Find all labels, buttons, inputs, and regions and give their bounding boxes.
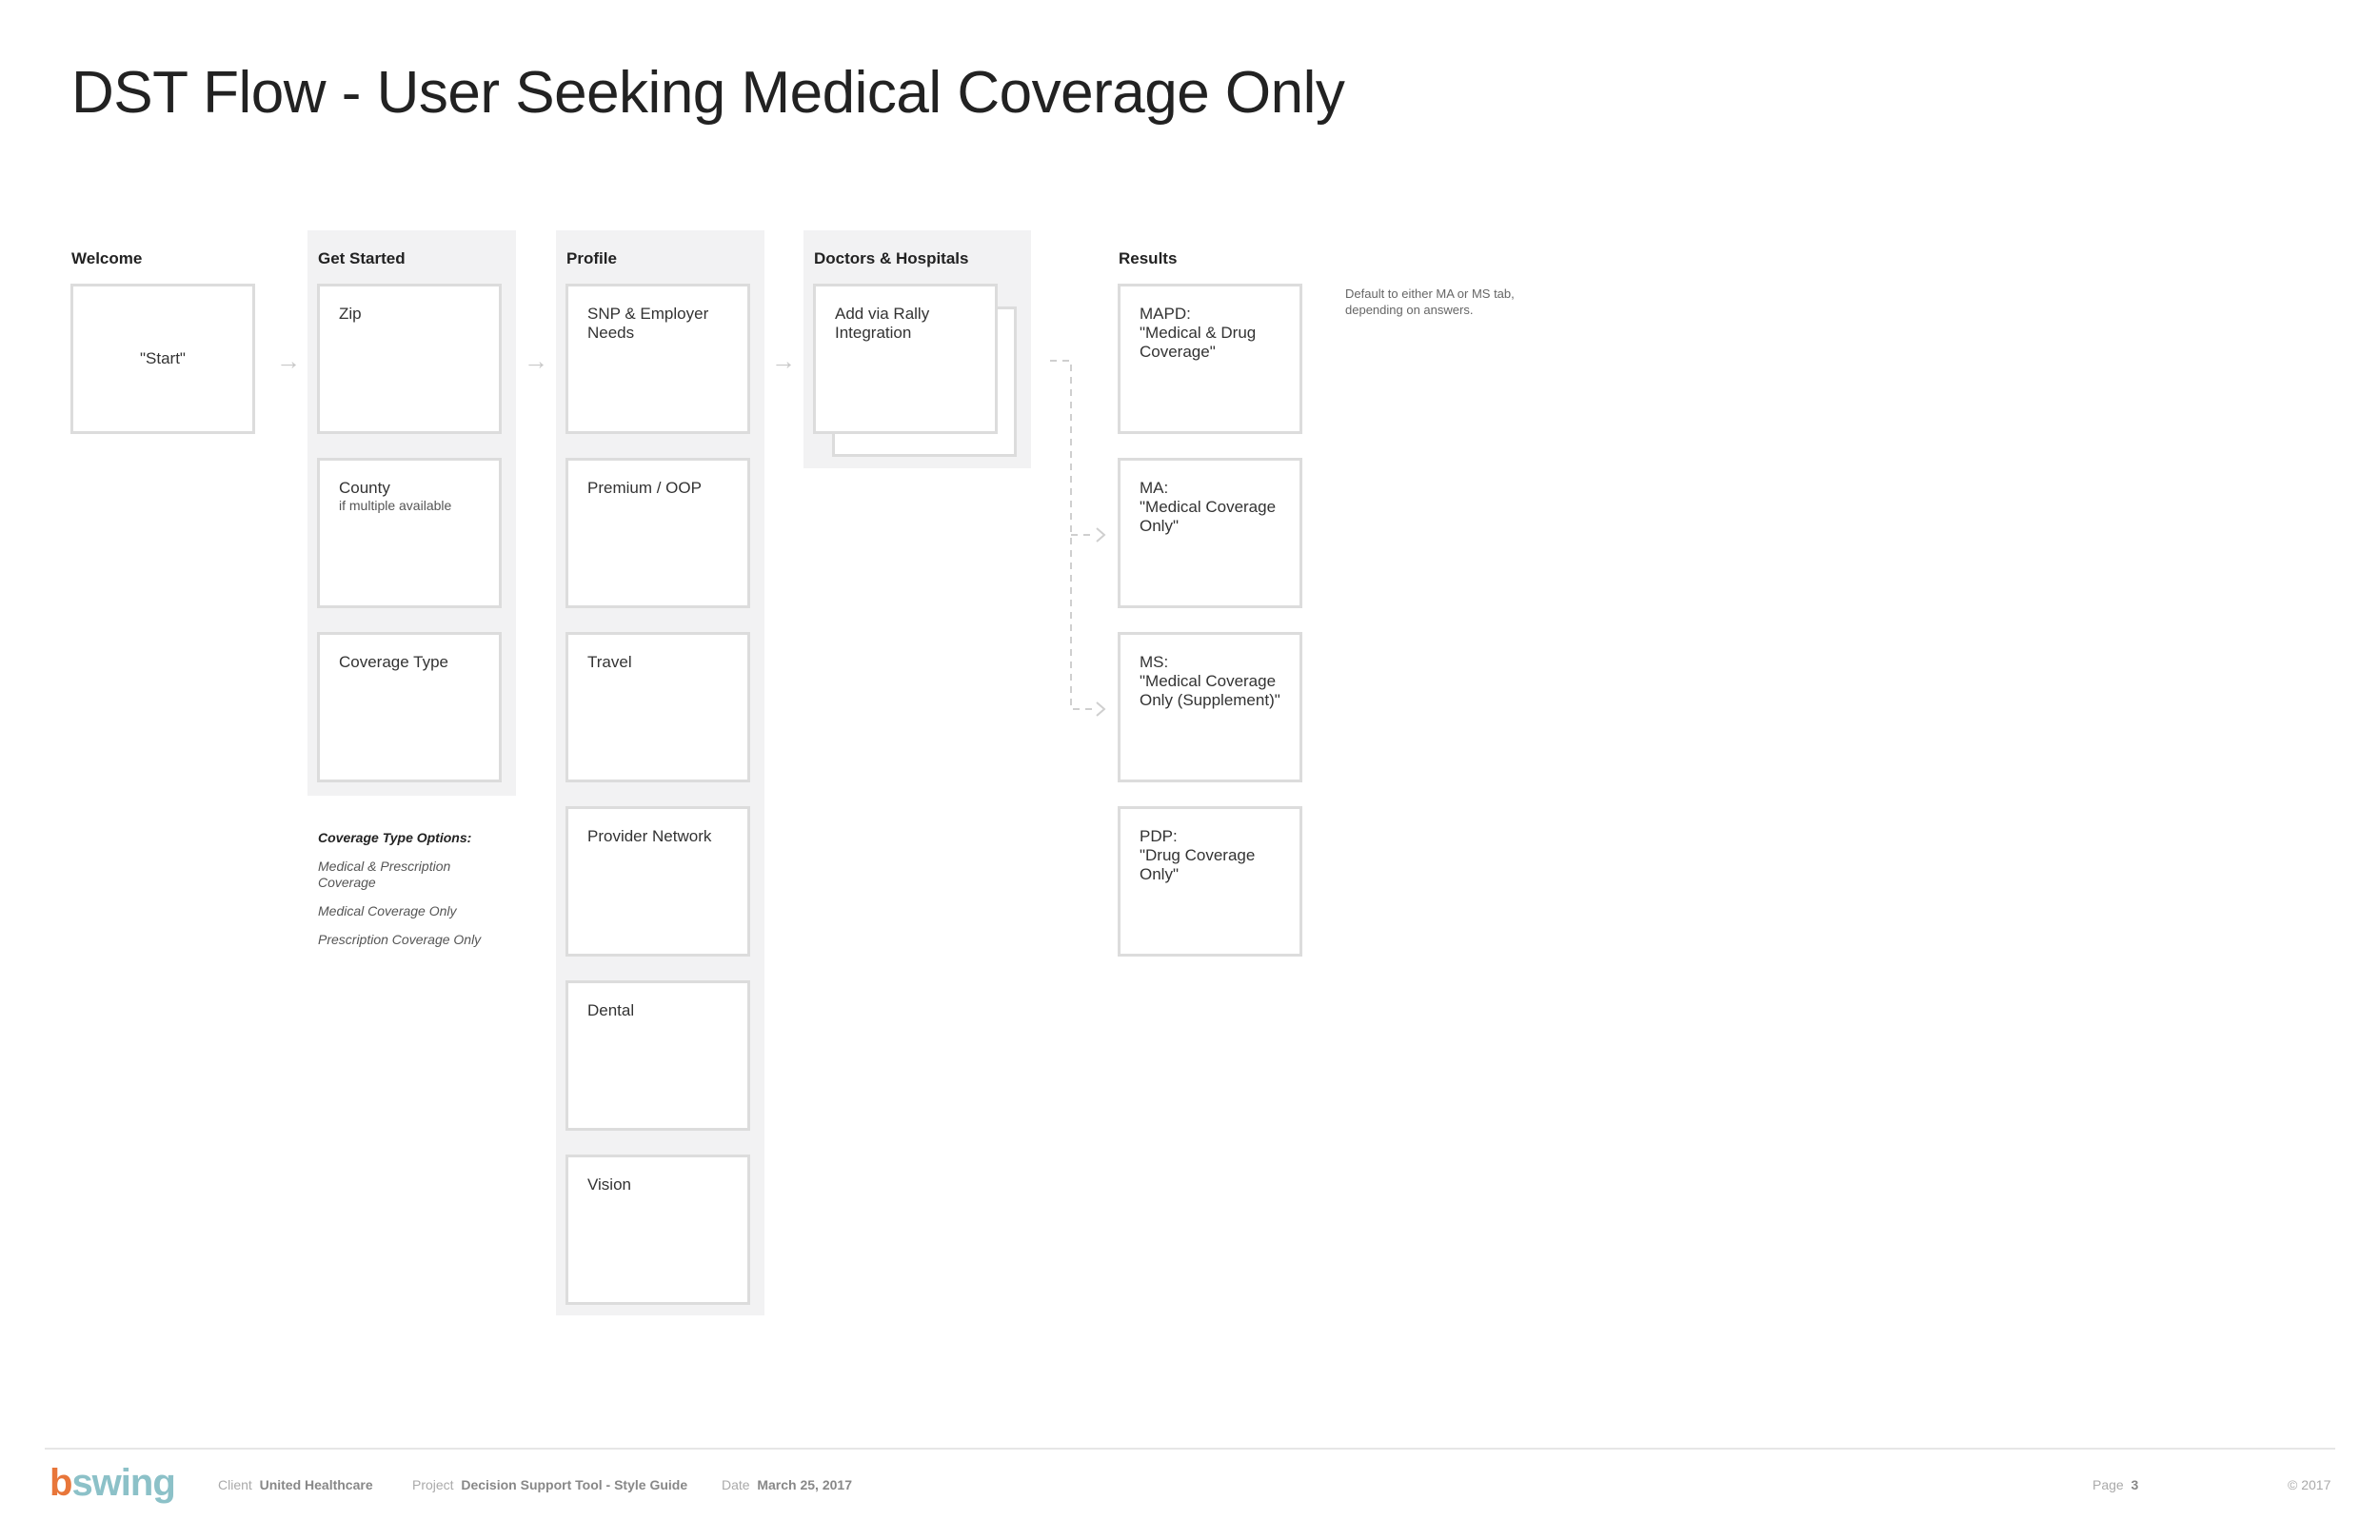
welcome-heading: Welcome xyxy=(71,249,143,267)
coverage-options-heading: Coverage Type Options: xyxy=(318,830,472,845)
premium-oop-card[interactable]: Premium / OOP xyxy=(565,458,750,608)
snp-employer-card[interactable]: SNP & Employer Needs xyxy=(565,284,750,434)
logo-rest: swing xyxy=(71,1462,175,1504)
results-heading: Results xyxy=(1119,249,1178,267)
dental-card[interactable]: Dental xyxy=(565,980,750,1131)
arrow-right-icon: → xyxy=(771,346,796,375)
logo-b: b xyxy=(50,1462,72,1504)
footer-client xyxy=(218,1477,373,1492)
client-value: United Healthcare xyxy=(259,1477,373,1492)
county-label: County xyxy=(339,479,390,497)
zip-label: Zip xyxy=(339,305,362,323)
provider-network-card[interactable]: Provider Network xyxy=(565,806,750,957)
footer-date xyxy=(722,1477,852,1492)
arrow-right-icon: → xyxy=(276,346,301,375)
results-note: Default to either MA or MS tab, depending on answers. xyxy=(1345,286,1515,317)
vision-card[interactable]: Vision xyxy=(565,1155,750,1305)
date-value: March 25, 2017 xyxy=(757,1477,852,1492)
footer-copyright: © 2017 xyxy=(2288,1477,2331,1492)
coverage-option: Prescription Coverage Only xyxy=(318,932,482,947)
result-pdp-card[interactable]: PDP: "Drug Coverage Only" xyxy=(1118,806,1302,957)
project-value: Decision Support Tool - Style Guide xyxy=(461,1477,688,1492)
arrow-right-icon: → xyxy=(524,346,548,375)
doctors-heading: Doctors & Hospitals xyxy=(814,249,969,267)
result-ma-card[interactable]: MA: "Medical Coverage Only" xyxy=(1118,458,1302,608)
profile-heading: Profile xyxy=(566,249,617,267)
get-started-heading: Get Started xyxy=(318,249,406,267)
rally-integration-card[interactable]: Add via Rally Integration xyxy=(813,284,998,434)
coverage-option: Medical & Prescription Coverage xyxy=(318,859,451,890)
bswing-logo xyxy=(50,1462,175,1505)
client-label: Client xyxy=(218,1477,252,1492)
page-title: DST Flow - User Seeking Medical Coverage Only xyxy=(71,60,1345,126)
result-mapd-card[interactable]: MAPD: "Medical & Drug Coverage" xyxy=(1118,284,1302,434)
date-label: Date xyxy=(722,1477,750,1492)
page-label: Page xyxy=(2092,1477,2124,1492)
result-ms-card[interactable]: MS: "Medical Coverage Only (Supplement)" xyxy=(1118,632,1302,782)
travel-card[interactable]: Travel xyxy=(565,632,750,782)
coverage-type-label: Coverage Type xyxy=(339,653,448,671)
footer-project xyxy=(412,1477,687,1492)
coverage-option: Medical Coverage Only xyxy=(318,903,457,918)
footer-divider xyxy=(45,1448,2335,1450)
project-label: Project xyxy=(412,1477,454,1492)
footer-page xyxy=(2092,1477,2138,1492)
start-card[interactable]: "Start" xyxy=(70,284,255,434)
page-number: 3 xyxy=(2131,1477,2139,1492)
county-sub: if multiple available xyxy=(339,498,452,513)
